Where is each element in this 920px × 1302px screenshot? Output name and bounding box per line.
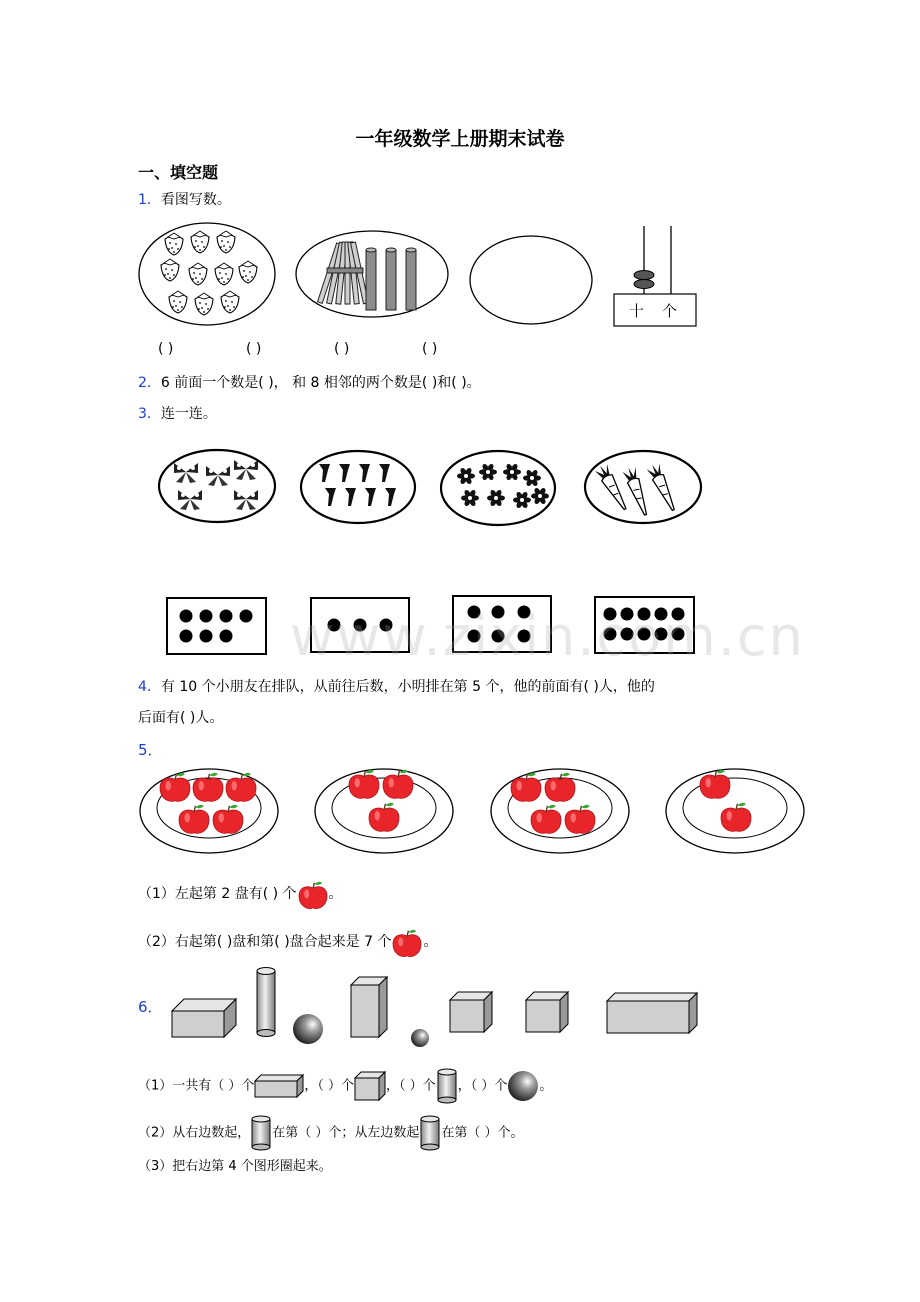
question-text: 6 前面一个数是( )， 和 8 相邻的两个数是( )和( )。: [160, 375, 481, 391]
abacus-ones-label: 个: [662, 302, 678, 320]
question-text: 。: [539, 1078, 553, 1094]
question-1: [138, 190, 231, 210]
question-6-part-1: [138, 1068, 552, 1104]
abacus-tens-label: 十: [629, 302, 645, 320]
question-text: 。: [423, 934, 438, 950]
question-6: [138, 997, 163, 1017]
question-2: [138, 373, 481, 393]
question-text: 在第（ ）个。: [441, 1125, 524, 1141]
question-text: 看图写数。: [160, 192, 231, 208]
apple-icon: [297, 876, 329, 912]
cuboid-icon: [254, 1074, 304, 1098]
answer-blanks-row: [158, 341, 510, 357]
question-text: 连一连。: [160, 406, 217, 422]
question-3: [138, 404, 217, 424]
cylinder-icon: [250, 1115, 272, 1151]
cylinder-1[interactable]: [255, 966, 277, 1038]
cylinder-icon: [419, 1115, 441, 1151]
plate-1: [138, 766, 280, 856]
flowers-oval[interactable]: [440, 450, 556, 526]
question-number: 2．: [138, 375, 161, 391]
page-title: 一年级数学上册期末试卷: [355, 128, 565, 150]
answer-blank[interactable]: ( ): [422, 341, 438, 357]
answer-blank[interactable]: ( ): [158, 341, 174, 357]
cube-icon: [354, 1071, 386, 1101]
watermark: www.zixin.com.cn: [290, 605, 805, 668]
question-number: 6．: [138, 998, 163, 1016]
question-text: 有 10 个小朋友在排队，从前往后数，小明排在第 5 个，他的前面有( )人，他的: [160, 679, 655, 695]
strawberries-picture: [138, 222, 278, 326]
footprints-oval[interactable]: [300, 450, 416, 524]
cylinder-icon: [436, 1068, 458, 1104]
carrots-oval[interactable]: [584, 450, 702, 524]
question-5-part-1: [138, 876, 343, 912]
plate-3: [489, 766, 631, 856]
question-4: [138, 677, 655, 697]
question-text: ，（ ）个: [457, 1078, 508, 1094]
apple-icon: [391, 924, 423, 960]
section-heading: 一、填空题: [138, 163, 219, 182]
sphere-2[interactable]: [410, 1028, 430, 1048]
answer-blank[interactable]: ( ): [334, 341, 350, 357]
question-text: （1）左起第 2 盘有( ) 个: [138, 886, 297, 902]
butterflies-oval[interactable]: [158, 449, 276, 523]
apple-icon: [393, 930, 421, 957]
question-number: 1．: [138, 192, 161, 208]
question-number: 3．: [138, 406, 161, 422]
cube-2[interactable]: [524, 990, 570, 1034]
sphere-1[interactable]: [292, 1013, 324, 1045]
cuboid-2[interactable]: [349, 975, 389, 1039]
question-text: ，（ ）个: [304, 1078, 355, 1094]
question-text: （2）从右边数起，: [138, 1125, 251, 1141]
plate-4: [664, 766, 806, 856]
question-6-part-2: [138, 1115, 524, 1151]
single-stick-icons: [366, 248, 416, 310]
apple-icon: [299, 882, 327, 909]
sticks-picture: [295, 230, 449, 318]
cuboid-3[interactable]: [605, 991, 699, 1035]
question-5: [138, 740, 163, 760]
question-text: 。: [328, 886, 343, 902]
question-number: 5．: [138, 741, 163, 759]
dots-box-7[interactable]: [166, 597, 267, 655]
question-5-part-2: [138, 924, 437, 960]
answer-blank[interactable]: ( ): [246, 341, 262, 357]
empty-oval-picture: [469, 235, 593, 325]
question-text: 在第（ ）个；从左边数起: [272, 1125, 420, 1141]
plate-2: [313, 766, 455, 856]
question-number: 4．: [138, 679, 161, 695]
question-text: ，（ ）个: [386, 1078, 436, 1094]
cube-1[interactable]: [448, 990, 494, 1034]
question-text: （2）右起第( )盘和第( )盘合起来是 7 个: [138, 934, 392, 950]
question-6-part-3: （3）把右边第 4 个图形圈起来。: [138, 1159, 332, 1174]
cuboid-1[interactable]: [170, 997, 238, 1039]
sphere-icon: [507, 1070, 539, 1102]
abacus: [613, 224, 697, 327]
question-text: （1）一共有（ ）个: [138, 1078, 255, 1094]
question-4-continued: 后面有( )人。: [138, 710, 224, 726]
